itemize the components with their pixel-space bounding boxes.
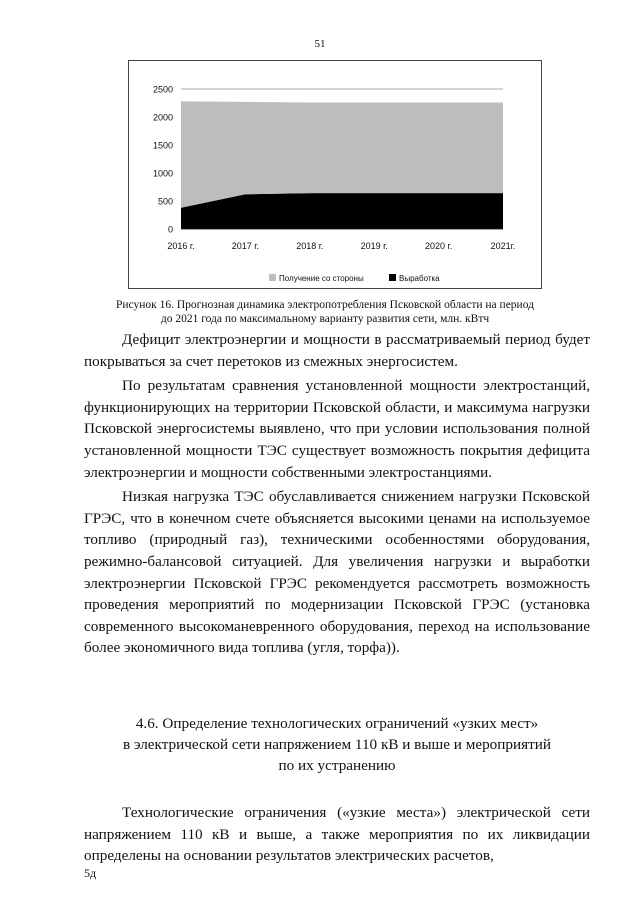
page-number: 51 — [314, 38, 326, 50]
body-text-upper — [84, 329, 590, 659]
paragraph-low-load: Низкая нагрузка ТЭС обуславливается снижением нагрузки Псковской ГРЭС, что в конечном счете объясняется высокими ценами на используемое топливо (природный газ), техническими особенностями оборудования, режимно-балансовой ситуацией. Для увеличения нагрузки и выработки электроэнергии Псковской ГРЭС рекомендуется рассмотреть возможность проведения мероприятий по модернизации Псковской ГРЭС (установка современного высокоманевренного оборудования, переход на использование более экономичного вида топлива (угля, торфа)). — [84, 488, 590, 657]
series-area-1 — [181, 101, 503, 207]
area-chart-svg — [129, 61, 541, 288]
legend-label: Получение со стороны — [279, 274, 364, 283]
chart-areas — [181, 101, 503, 229]
paragraph-bottlenecks: Технологические ограничения («узкие места») электрической сети напряжением 110 кВ и выше, а также мероприятия по их ликвидации определены на основании результатов электрических расчетов, — [84, 804, 590, 865]
chart-legend — [269, 274, 440, 283]
figure-caption — [60, 298, 590, 326]
x-tick-label: 2019 г. — [360, 241, 388, 251]
y-tick-label: 500 — [157, 196, 173, 207]
section-heading — [84, 713, 590, 776]
legend-swatch — [389, 274, 396, 281]
y-tick-label: 0 — [167, 224, 173, 235]
paragraph-deficit: Дефицит электроэнергии и мощности в рассматриваемый период будет покрываться за счет перетоков из смежных энергосистем. — [84, 331, 590, 370]
x-tick-label: 2021г. — [490, 241, 516, 251]
x-tick-label: 2016 г. — [167, 241, 195, 251]
paragraph-comparison: По результатам сравнения установленной мощности электростанций, функционирующих на территории Псковской области, и максимума нагрузки Псковской энергосистемы выявлено, что при условии использования полной установленной мощности ТЭС существует возможность покрытия дефицита электроэнергии и мощности собственными электростанциями. — [84, 377, 590, 481]
caption-line-2: до 2021 года по максимальному варианту развития сети, млн. кВтч — [160, 313, 490, 325]
x-tick-label: 2018 г. — [296, 241, 324, 251]
legend-label: Выработка — [399, 274, 440, 283]
caption-line-1: Рисунок 16. Прогнозная динамика электропотребления Псковской области на период — [116, 299, 534, 311]
x-tick-label: 2020 г. — [424, 241, 453, 251]
section-heading-line-3: по их устранению — [278, 757, 396, 774]
section-heading-line-2: в электрической сети напряжением 110 кВ и выше и мероприятий — [123, 736, 551, 753]
y-tick-label: 2000 — [152, 112, 173, 123]
series-area-0 — [181, 193, 503, 229]
y-tick-label: 1000 — [152, 168, 173, 179]
x-tick-label: 2017 г. — [231, 241, 260, 251]
section-heading-line-1: 4.6. Определение технологических ограничений «узких мест» — [135, 715, 539, 732]
footer-mark: 5д — [84, 866, 97, 880]
body-text-lower — [84, 802, 590, 867]
y-tick-label: 2500 — [152, 84, 173, 95]
legend-swatch — [269, 274, 276, 281]
consumption-chart — [128, 60, 542, 289]
y-tick-label: 1500 — [152, 140, 173, 151]
